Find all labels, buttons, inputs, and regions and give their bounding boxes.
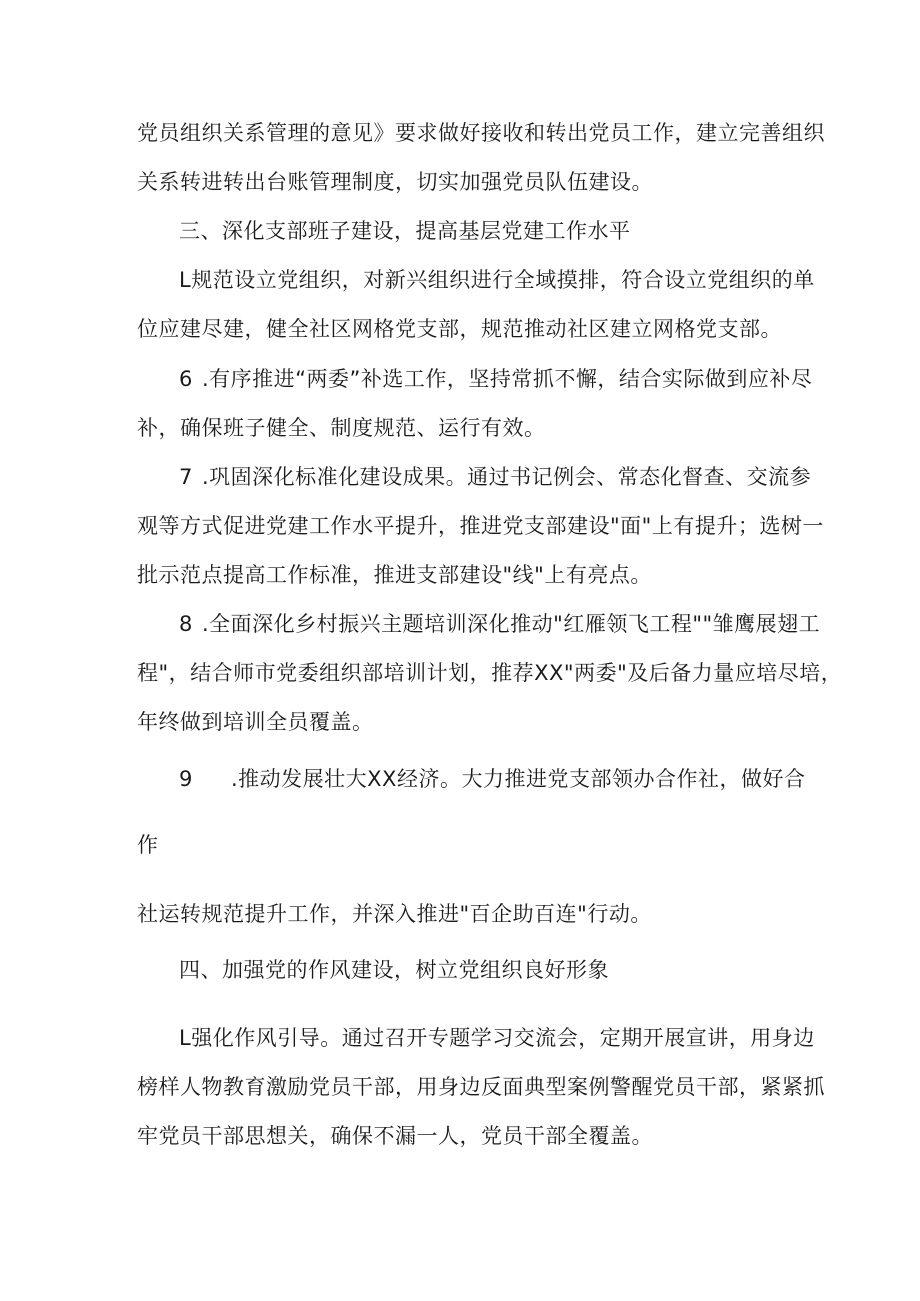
section-4-item-1-line-2: 榜样人物教育激励党员干部，用身边反面典型案例警醒党员干部，紧紧抓 [137, 1075, 825, 1099]
item-6-line-2: 补，确保班子健全、制度规范、运行有效。 [137, 416, 546, 440]
item-9-number [179, 764, 193, 794]
item-9-line-1: .推动发展壮大XX经济。大力推进党支部领办合作社，做好合 [231, 767, 806, 791]
item-8-line-2: 程"，结合师市党委组织部培训计划，推荐XX"两委"及后备力量应培尽培， [137, 661, 843, 685]
section-3-item-1-line-2: 位应建尽建，健全社区网格党支部，规范推动社区建立网格党支部。 [137, 317, 782, 341]
item-7-line-1: .巩固深化标准化建设成果。通过书记例会、常态化督查、交流参 [202, 465, 812, 489]
item-7-line-3: 批示范点提高工作标准，推进支部建设"线"上有亮点。 [137, 563, 652, 587]
intro-line-2: 关系转进转出台账管理制度，切实加强党员队伍建设。 [137, 170, 653, 194]
section-4-item-1-line-1: L强化作风引导。通过召开专题学习交流会，定期开展宣讲，用身边 [179, 1026, 815, 1050]
intro-line-1: 党员组织关系管理的意见》要求做好接收和转出党员工作，建立完善组织 [137, 121, 825, 145]
item-7-number [179, 462, 193, 492]
section-4-item-1-line-3: 牢党员干部思想关，确保不漏一人，党员干部全覆盖。 [137, 1124, 653, 1148]
item-number: 8 [179, 612, 193, 636]
item-8-line-3: 年终做到培训全员覆盖。 [137, 710, 374, 734]
item-8-number [179, 609, 193, 639]
item-number: 9 [179, 767, 193, 791]
item-8-line-1: .全面深化乡村振兴主题培训深化推动"红雁领飞工程""雏鹰展翅工 [202, 612, 821, 636]
item-number: 7 [179, 465, 193, 489]
item-6-number [179, 364, 193, 394]
item-6-line-1: .有序推进“两委”补选工作，坚持常抓不懈，结合实际做到应补尽 [202, 367, 813, 391]
item-number: 6 [179, 367, 193, 391]
section-4-heading: 四、加强党的作风建设，树立党组织良好形象 [179, 958, 609, 982]
section-3-heading: 三、深化支部班子建设，提高基层党建工作水平 [179, 219, 631, 243]
section-3-item-1-line-1: L规范设立党组织，对新兴组织进行全域摸排，符合设立党组织的单 [179, 268, 815, 292]
item-9-line-3: 社运转规范提升工作，并深入推进"百企助百连"行动。 [137, 902, 652, 926]
item-9-line-2: 作 [137, 833, 159, 857]
item-7-line-2: 观等方式促进党建工作水平提升，推进党支部建设"面"上有提升；选树一 [137, 514, 824, 538]
